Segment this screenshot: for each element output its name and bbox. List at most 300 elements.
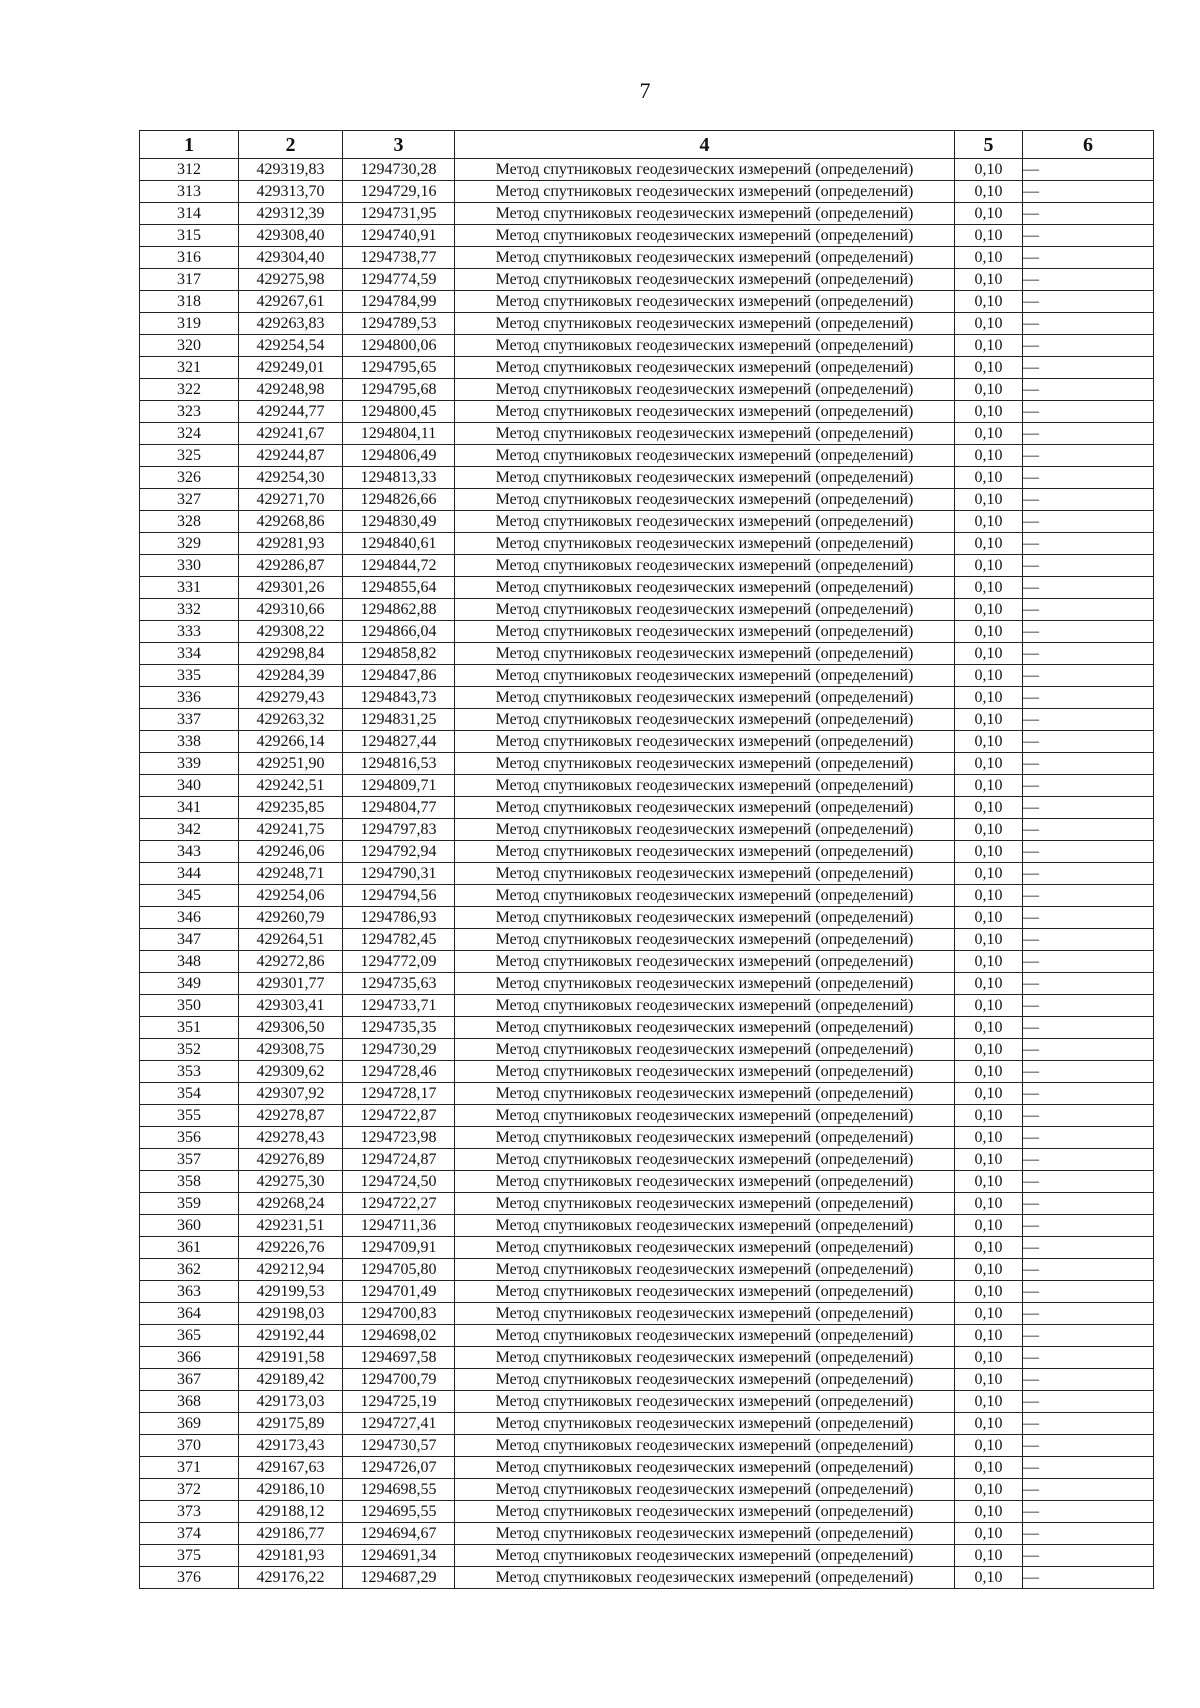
point-number-cell: 355: [140, 1105, 239, 1127]
description-cell: —: [1023, 379, 1154, 401]
y-coordinate-cell: 1294774,59: [343, 269, 455, 291]
point-number-cell: 336: [140, 687, 239, 709]
description-cell: —: [1023, 819, 1154, 841]
x-coordinate-cell: 429226,76: [239, 1237, 343, 1259]
accuracy-cell: 0,10: [955, 1061, 1023, 1083]
x-coordinate-cell: 429251,90: [239, 753, 343, 775]
x-coordinate-cell: 429275,98: [239, 269, 343, 291]
y-coordinate-cell: 1294722,27: [343, 1193, 455, 1215]
x-coordinate-cell: 429254,06: [239, 885, 343, 907]
method-cell: Метод спутниковых геодезических измерений (определений): [455, 995, 955, 1017]
y-coordinate-cell: 1294790,31: [343, 863, 455, 885]
y-coordinate-cell: 1294792,94: [343, 841, 455, 863]
y-coordinate-cell: 1294855,64: [343, 577, 455, 599]
accuracy-cell: 0,10: [955, 1281, 1023, 1303]
description-cell: —: [1023, 1105, 1154, 1127]
point-number-cell: 327: [140, 489, 239, 511]
method-cell: Метод спутниковых геодезических измерений (определений): [455, 467, 955, 489]
point-number-cell: 340: [140, 775, 239, 797]
accuracy-cell: 0,10: [955, 225, 1023, 247]
table-row: [140, 973, 1154, 995]
table-row: [140, 269, 1154, 291]
x-coordinate-cell: 429271,70: [239, 489, 343, 511]
x-coordinate-cell: 429275,30: [239, 1171, 343, 1193]
table-row: [140, 577, 1154, 599]
point-number-cell: 335: [140, 665, 239, 687]
method-cell: Метод спутниковых геодезических измерений (определений): [455, 1457, 955, 1479]
point-number-cell: 315: [140, 225, 239, 247]
table-row: [140, 423, 1154, 445]
accuracy-cell: 0,10: [955, 775, 1023, 797]
accuracy-cell: 0,10: [955, 577, 1023, 599]
accuracy-cell: 0,10: [955, 995, 1023, 1017]
table-row: [140, 1039, 1154, 1061]
accuracy-cell: 0,10: [955, 1391, 1023, 1413]
table-row: [140, 885, 1154, 907]
accuracy-cell: 0,10: [955, 687, 1023, 709]
x-coordinate-cell: 429249,01: [239, 357, 343, 379]
method-cell: Метод спутниковых геодезических измерений (определений): [455, 863, 955, 885]
point-number-cell: 356: [140, 1127, 239, 1149]
y-coordinate-cell: 1294700,83: [343, 1303, 455, 1325]
y-coordinate-cell: 1294797,83: [343, 819, 455, 841]
x-coordinate-cell: 429181,93: [239, 1545, 343, 1567]
y-coordinate-cell: 1294701,49: [343, 1281, 455, 1303]
table-row: [140, 841, 1154, 863]
description-cell: —: [1023, 1567, 1154, 1589]
method-cell: Метод спутниковых геодезических измерений (определений): [455, 687, 955, 709]
method-cell: Метод спутниковых геодезических измерений (определений): [455, 247, 955, 269]
y-coordinate-cell: 1294700,79: [343, 1369, 455, 1391]
table-row: [140, 797, 1154, 819]
x-coordinate-cell: 429268,24: [239, 1193, 343, 1215]
description-cell: —: [1023, 335, 1154, 357]
table-row: [140, 1523, 1154, 1545]
method-cell: Метод спутниковых геодезических измерений (определений): [455, 313, 955, 335]
table-row: [140, 929, 1154, 951]
table-row: [140, 1479, 1154, 1501]
method-cell: Метод спутниковых геодезических измерений (определений): [455, 1215, 955, 1237]
description-cell: —: [1023, 731, 1154, 753]
description-cell: —: [1023, 1303, 1154, 1325]
point-number-cell: 331: [140, 577, 239, 599]
y-coordinate-cell: 1294738,77: [343, 247, 455, 269]
table-row: [140, 687, 1154, 709]
point-number-cell: 346: [140, 907, 239, 929]
y-coordinate-cell: 1294691,34: [343, 1545, 455, 1567]
point-number-cell: 324: [140, 423, 239, 445]
description-cell: —: [1023, 159, 1154, 181]
x-coordinate-cell: 429241,67: [239, 423, 343, 445]
method-cell: Метод спутниковых геодезических измерений (определений): [455, 489, 955, 511]
description-cell: —: [1023, 1017, 1154, 1039]
table-row: [140, 1149, 1154, 1171]
y-coordinate-cell: 1294800,06: [343, 335, 455, 357]
point-number-cell: 350: [140, 995, 239, 1017]
y-coordinate-cell: 1294705,80: [343, 1259, 455, 1281]
method-cell: Метод спутниковых геодезических измерений (определений): [455, 577, 955, 599]
y-coordinate-cell: 1294866,04: [343, 621, 455, 643]
table-row: [140, 599, 1154, 621]
point-number-cell: 344: [140, 863, 239, 885]
description-cell: —: [1023, 1391, 1154, 1413]
accuracy-cell: 0,10: [955, 1149, 1023, 1171]
point-number-cell: 363: [140, 1281, 239, 1303]
description-cell: —: [1023, 863, 1154, 885]
x-coordinate-cell: 429310,66: [239, 599, 343, 621]
description-cell: —: [1023, 467, 1154, 489]
accuracy-cell: 0,10: [955, 423, 1023, 445]
description-cell: —: [1023, 401, 1154, 423]
method-cell: Метод спутниковых геодезических измерений (определений): [455, 1545, 955, 1567]
y-coordinate-cell: 1294804,77: [343, 797, 455, 819]
point-number-cell: 374: [140, 1523, 239, 1545]
coordinates-table: [139, 130, 1154, 1589]
description-cell: —: [1023, 665, 1154, 687]
y-coordinate-cell: 1294789,53: [343, 313, 455, 335]
x-coordinate-cell: 429186,10: [239, 1479, 343, 1501]
x-coordinate-cell: 429186,77: [239, 1523, 343, 1545]
method-cell: Метод спутниковых геодезических измерений (определений): [455, 1523, 955, 1545]
y-coordinate-cell: 1294728,46: [343, 1061, 455, 1083]
description-cell: —: [1023, 797, 1154, 819]
point-number-cell: 338: [140, 731, 239, 753]
y-coordinate-cell: 1294809,71: [343, 775, 455, 797]
y-coordinate-cell: 1294813,33: [343, 467, 455, 489]
description-cell: —: [1023, 1149, 1154, 1171]
table-row: [140, 1237, 1154, 1259]
point-number-cell: 323: [140, 401, 239, 423]
accuracy-cell: 0,10: [955, 1523, 1023, 1545]
y-coordinate-cell: 1294826,66: [343, 489, 455, 511]
table-row: [140, 1017, 1154, 1039]
accuracy-cell: 0,10: [955, 335, 1023, 357]
description-cell: —: [1023, 511, 1154, 533]
method-cell: Метод спутниковых геодезических измерений (определений): [455, 159, 955, 181]
method-cell: Метод спутниковых геодезических измерений (определений): [455, 1039, 955, 1061]
accuracy-cell: 0,10: [955, 665, 1023, 687]
x-coordinate-cell: 429188,12: [239, 1501, 343, 1523]
x-coordinate-cell: 429173,03: [239, 1391, 343, 1413]
accuracy-cell: 0,10: [955, 599, 1023, 621]
table-row: [140, 555, 1154, 577]
x-coordinate-cell: 429301,77: [239, 973, 343, 995]
table-row: [140, 665, 1154, 687]
page-number: 7: [639, 78, 651, 103]
method-cell: Метод спутниковых геодезических измерений (определений): [455, 533, 955, 555]
method-cell: Метод спутниковых геодезических измерений (определений): [455, 225, 955, 247]
accuracy-cell: 0,10: [955, 973, 1023, 995]
description-cell: —: [1023, 313, 1154, 335]
table-row: [140, 203, 1154, 225]
description-cell: —: [1023, 1127, 1154, 1149]
point-number-cell: 371: [140, 1457, 239, 1479]
y-coordinate-cell: 1294722,87: [343, 1105, 455, 1127]
method-cell: Метод спутниковых геодезических измерений (определений): [455, 1325, 955, 1347]
x-coordinate-cell: 429191,58: [239, 1347, 343, 1369]
table-row: [140, 1303, 1154, 1325]
description-cell: —: [1023, 1039, 1154, 1061]
table-row: [140, 1105, 1154, 1127]
x-coordinate-cell: 429268,86: [239, 511, 343, 533]
description-cell: —: [1023, 1061, 1154, 1083]
y-coordinate-cell: 1294725,19: [343, 1391, 455, 1413]
accuracy-cell: 0,10: [955, 1193, 1023, 1215]
method-cell: Метод спутниковых геодезических измерений (определений): [455, 1413, 955, 1435]
table-row: [140, 445, 1154, 467]
point-number-cell: 334: [140, 643, 239, 665]
point-number-cell: 319: [140, 313, 239, 335]
y-coordinate-cell: 1294724,50: [343, 1171, 455, 1193]
accuracy-cell: 0,10: [955, 401, 1023, 423]
description-cell: —: [1023, 709, 1154, 731]
x-coordinate-cell: 429279,43: [239, 687, 343, 709]
accuracy-cell: 0,10: [955, 929, 1023, 951]
y-coordinate-cell: 1294840,61: [343, 533, 455, 555]
table-row: [140, 401, 1154, 423]
x-coordinate-cell: 429267,61: [239, 291, 343, 313]
x-coordinate-cell: 429244,77: [239, 401, 343, 423]
point-number-cell: 341: [140, 797, 239, 819]
table-row: [140, 225, 1154, 247]
y-coordinate-cell: 1294697,58: [343, 1347, 455, 1369]
x-coordinate-cell: 429189,42: [239, 1369, 343, 1391]
table-row: [140, 1457, 1154, 1479]
description-cell: —: [1023, 1545, 1154, 1567]
x-coordinate-cell: 429319,83: [239, 159, 343, 181]
method-cell: Метод спутниковых геодезических измерений (определений): [455, 841, 955, 863]
x-coordinate-cell: 429308,40: [239, 225, 343, 247]
table-row: [140, 1127, 1154, 1149]
method-cell: Метод спутниковых геодезических измерений (определений): [455, 1105, 955, 1127]
header-col-6: 6: [1023, 131, 1154, 159]
x-coordinate-cell: 429254,30: [239, 467, 343, 489]
point-number-cell: 337: [140, 709, 239, 731]
point-number-cell: 352: [140, 1039, 239, 1061]
description-cell: —: [1023, 753, 1154, 775]
method-cell: Метод спутниковых геодезических измерений (определений): [455, 907, 955, 929]
accuracy-cell: 0,10: [955, 1369, 1023, 1391]
method-cell: Метод спутниковых геодезических измерений (определений): [455, 1127, 955, 1149]
point-number-cell: 328: [140, 511, 239, 533]
point-number-cell: 353: [140, 1061, 239, 1083]
x-coordinate-cell: 429260,79: [239, 907, 343, 929]
x-coordinate-cell: 429309,62: [239, 1061, 343, 1083]
method-cell: Метод спутниковых геодезических измерений (определений): [455, 181, 955, 203]
description-cell: —: [1023, 1171, 1154, 1193]
method-cell: Метод спутниковых геодезических измерений (определений): [455, 269, 955, 291]
point-number-cell: 333: [140, 621, 239, 643]
table-row: [140, 291, 1154, 313]
table-row: [140, 621, 1154, 643]
y-coordinate-cell: 1294723,98: [343, 1127, 455, 1149]
point-number-cell: 366: [140, 1347, 239, 1369]
header-col-5: 5: [955, 131, 1023, 159]
x-coordinate-cell: 429231,51: [239, 1215, 343, 1237]
x-coordinate-cell: 429278,87: [239, 1105, 343, 1127]
method-cell: Метод спутниковых геодезических измерений (определений): [455, 731, 955, 753]
description-cell: —: [1023, 841, 1154, 863]
x-coordinate-cell: 429242,51: [239, 775, 343, 797]
method-cell: Метод спутниковых геодезических измерений (определений): [455, 797, 955, 819]
accuracy-cell: 0,10: [955, 731, 1023, 753]
method-cell: Метод спутниковых геодезических измерений (определений): [455, 1391, 955, 1413]
accuracy-cell: 0,10: [955, 313, 1023, 335]
point-number-cell: 372: [140, 1479, 239, 1501]
method-cell: Метод спутниковых геодезических измерений (определений): [455, 973, 955, 995]
y-coordinate-cell: 1294786,93: [343, 907, 455, 929]
accuracy-cell: 0,10: [955, 357, 1023, 379]
method-cell: Метод спутниковых геодезических измерений (определений): [455, 335, 955, 357]
y-coordinate-cell: 1294698,02: [343, 1325, 455, 1347]
x-coordinate-cell: 429263,83: [239, 313, 343, 335]
description-cell: —: [1023, 1259, 1154, 1281]
method-cell: Метод спутниковых геодезических измерений (определений): [455, 445, 955, 467]
x-coordinate-cell: 429173,43: [239, 1435, 343, 1457]
description-cell: —: [1023, 489, 1154, 511]
point-number-cell: 362: [140, 1259, 239, 1281]
point-number-cell: 345: [140, 885, 239, 907]
y-coordinate-cell: 1294735,63: [343, 973, 455, 995]
accuracy-cell: 0,10: [955, 1325, 1023, 1347]
point-number-cell: 364: [140, 1303, 239, 1325]
method-cell: Метод спутниковых геодезических измерений (определений): [455, 379, 955, 401]
header-col-1: 1: [140, 131, 239, 159]
y-coordinate-cell: 1294784,99: [343, 291, 455, 313]
method-cell: Метод спутниковых геодезических измерений (определений): [455, 665, 955, 687]
x-coordinate-cell: 429306,50: [239, 1017, 343, 1039]
table-row: [140, 775, 1154, 797]
table-row: [140, 951, 1154, 973]
method-cell: Метод спутниковых геодезических измерений (определений): [455, 1435, 955, 1457]
y-coordinate-cell: 1294726,07: [343, 1457, 455, 1479]
x-coordinate-cell: 429304,40: [239, 247, 343, 269]
method-cell: Метод спутниковых геодезических измерений (определений): [455, 951, 955, 973]
point-number-cell: 332: [140, 599, 239, 621]
x-coordinate-cell: 429254,54: [239, 335, 343, 357]
description-cell: —: [1023, 445, 1154, 467]
description-cell: —: [1023, 621, 1154, 643]
table-row: [140, 709, 1154, 731]
point-number-cell: 325: [140, 445, 239, 467]
table-row: [140, 819, 1154, 841]
method-cell: Метод спутниковых геодезических измерений (определений): [455, 1171, 955, 1193]
accuracy-cell: 0,10: [955, 247, 1023, 269]
description-cell: —: [1023, 555, 1154, 577]
description-cell: —: [1023, 203, 1154, 225]
method-cell: Метод спутниковых геодезических измерений (определений): [455, 709, 955, 731]
x-coordinate-cell: 429272,86: [239, 951, 343, 973]
table-row: [140, 1545, 1154, 1567]
description-cell: —: [1023, 775, 1154, 797]
description-cell: —: [1023, 907, 1154, 929]
table-row: [140, 533, 1154, 555]
y-coordinate-cell: 1294709,91: [343, 1237, 455, 1259]
y-coordinate-cell: 1294795,65: [343, 357, 455, 379]
point-number-cell: 343: [140, 841, 239, 863]
description-cell: —: [1023, 1083, 1154, 1105]
accuracy-cell: 0,10: [955, 489, 1023, 511]
accuracy-cell: 0,10: [955, 1347, 1023, 1369]
table-row: [140, 753, 1154, 775]
x-coordinate-cell: 429192,44: [239, 1325, 343, 1347]
y-coordinate-cell: 1294794,56: [343, 885, 455, 907]
y-coordinate-cell: 1294858,82: [343, 643, 455, 665]
y-coordinate-cell: 1294727,41: [343, 1413, 455, 1435]
x-coordinate-cell: 429175,89: [239, 1413, 343, 1435]
y-coordinate-cell: 1294804,11: [343, 423, 455, 445]
table-row: [140, 1413, 1154, 1435]
header-col-4: 4: [455, 131, 955, 159]
point-number-cell: 316: [140, 247, 239, 269]
accuracy-cell: 0,10: [955, 1039, 1023, 1061]
x-coordinate-cell: 429276,89: [239, 1149, 343, 1171]
table-row: [140, 1259, 1154, 1281]
description-cell: —: [1023, 269, 1154, 291]
method-cell: Метод спутниковых геодезических измерений (определений): [455, 1237, 955, 1259]
accuracy-cell: 0,10: [955, 1457, 1023, 1479]
description-cell: —: [1023, 1479, 1154, 1501]
point-number-cell: 320: [140, 335, 239, 357]
y-coordinate-cell: 1294740,91: [343, 225, 455, 247]
point-number-cell: 359: [140, 1193, 239, 1215]
table-row: [140, 511, 1154, 533]
description-cell: —: [1023, 1501, 1154, 1523]
x-coordinate-cell: 429281,93: [239, 533, 343, 555]
description-cell: —: [1023, 1435, 1154, 1457]
y-coordinate-cell: 1294711,36: [343, 1215, 455, 1237]
description-cell: —: [1023, 225, 1154, 247]
method-cell: Метод спутниковых геодезических измерений (определений): [455, 1193, 955, 1215]
method-cell: Метод спутниковых геодезических измерений (определений): [455, 621, 955, 643]
y-coordinate-cell: 1294806,49: [343, 445, 455, 467]
table-row: [140, 467, 1154, 489]
table-row: [140, 1567, 1154, 1589]
y-coordinate-cell: 1294729,16: [343, 181, 455, 203]
accuracy-cell: 0,10: [955, 885, 1023, 907]
description-cell: —: [1023, 973, 1154, 995]
point-number-cell: 329: [140, 533, 239, 555]
accuracy-cell: 0,10: [955, 1259, 1023, 1281]
x-coordinate-cell: 429235,85: [239, 797, 343, 819]
y-coordinate-cell: 1294782,45: [343, 929, 455, 951]
method-cell: Метод спутниковых геодезических измерений (определений): [455, 423, 955, 445]
table-row: [140, 1061, 1154, 1083]
description-cell: —: [1023, 357, 1154, 379]
x-coordinate-cell: 429263,32: [239, 709, 343, 731]
accuracy-cell: 0,10: [955, 1479, 1023, 1501]
x-coordinate-cell: 429286,87: [239, 555, 343, 577]
point-number-cell: 376: [140, 1567, 239, 1589]
table-body: [140, 159, 1154, 1589]
accuracy-cell: 0,10: [955, 1567, 1023, 1589]
point-number-cell: 367: [140, 1369, 239, 1391]
description-cell: —: [1023, 995, 1154, 1017]
x-coordinate-cell: 429198,03: [239, 1303, 343, 1325]
description-cell: —: [1023, 1281, 1154, 1303]
header-col-3: 3: [343, 131, 455, 159]
description-cell: —: [1023, 291, 1154, 313]
accuracy-cell: 0,10: [955, 1105, 1023, 1127]
y-coordinate-cell: 1294695,55: [343, 1501, 455, 1523]
accuracy-cell: 0,10: [955, 1501, 1023, 1523]
point-number-cell: 318: [140, 291, 239, 313]
method-cell: Метод спутниковых геодезических измерений (определений): [455, 1479, 955, 1501]
method-cell: Метод спутниковых геодезических измерений (определений): [455, 1303, 955, 1325]
point-number-cell: 317: [140, 269, 239, 291]
description-cell: —: [1023, 1457, 1154, 1479]
accuracy-cell: 0,10: [955, 907, 1023, 929]
